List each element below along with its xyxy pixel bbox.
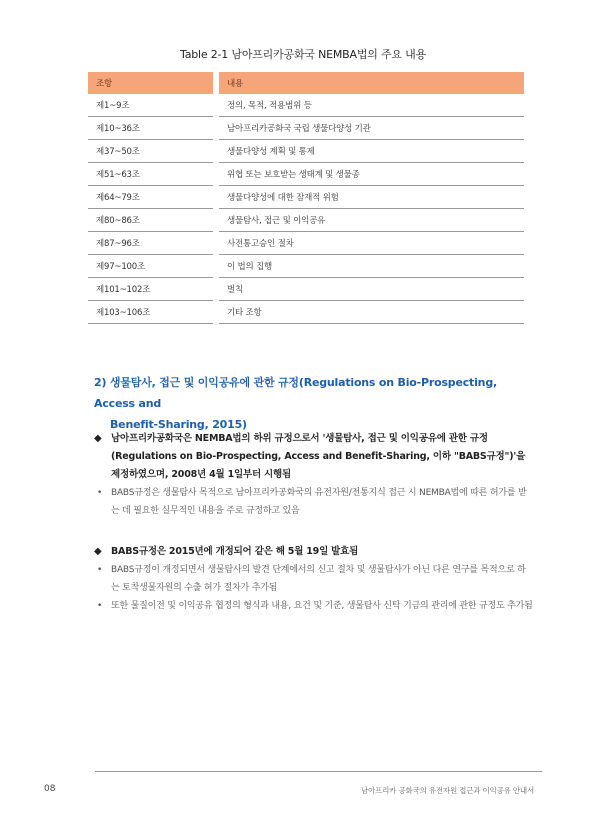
cell-content: 남아프리카공화국 국립 생물다양성 기관	[216, 117, 524, 140]
dot-item-text: BABS규정은 생물탐사 목적으로 남아프리카공화국의 유전자원/전통지식 접근 시 NEMBA법에 따른 허가를 받는 데 필요한 실무적인 내용을 주로 규정하고 있음	[111, 488, 527, 516]
dot-bullet-icon: •	[97, 601, 103, 611]
cell-article: 제64~79조	[88, 186, 216, 209]
diamond-bullet-icon: ◆	[94, 433, 102, 444]
section-title-line2: Benefit-Sharing, 2015)	[110, 418, 247, 431]
dot-item-text: 또한 물질이전 및 이익공유 협정의 형식과 내용, 요건 및 기준, 생물탐사 신탁 기금의 관리에 관한 규정도 추가됨	[111, 601, 533, 611]
cell-article: 제97~100조	[88, 255, 216, 278]
cell-content: 생물탐사, 접근 및 이익공유	[216, 209, 524, 232]
content-block-1	[94, 430, 534, 520]
dot-item-text: BABS규정이 개정되면서 생물탐사의 발견 단계에서의 신고 절차 및 생물탐사가 아닌 다른 연구를 목적으로 하는 토착생물자원의 수출 허가 절차가 추가됨	[111, 565, 526, 593]
dot-item	[94, 484, 534, 520]
table-row	[88, 117, 524, 140]
diamond-item	[94, 430, 534, 484]
table-row	[88, 278, 524, 301]
column-header-article: 조항	[88, 72, 216, 94]
dot-bullet-icon: •	[97, 488, 103, 498]
footer-divider	[95, 771, 542, 772]
table-row	[88, 209, 524, 232]
cell-article: 제101~102조	[88, 278, 216, 301]
table-row	[88, 94, 524, 117]
nemba-provisions-table	[88, 72, 524, 324]
table-header-row	[88, 72, 524, 94]
cell-article: 제103~106조	[88, 301, 216, 324]
content-block-2	[94, 543, 534, 615]
section-heading	[94, 372, 534, 435]
cell-content: 기타 조항	[216, 301, 524, 324]
footer-title: 남아프리카 공화국의 유전자원 접근과 이익공유 안내서	[361, 786, 534, 795]
diamond-item-text: BABS규정은 2015년에 개정되어 같은 해 5월 19일 발효됨	[111, 546, 359, 557]
page-number: 08	[44, 784, 56, 794]
table-row	[88, 186, 524, 209]
table-row	[88, 255, 524, 278]
table-body	[88, 94, 524, 324]
table-row	[88, 232, 524, 255]
cell-article: 제51~63조	[88, 163, 216, 186]
section-title-line1: 생물탐사, 접근 및 이익공유에 관한 규정(Regulations on Bio-Prospecting, Access and	[94, 376, 497, 410]
cell-content: 벌칙	[216, 278, 524, 301]
table-row	[88, 140, 524, 163]
cell-article: 제1~9조	[88, 94, 216, 117]
table-caption: Table 2-1 남아프리카공화국 NEMBA법의 주요 내용	[180, 48, 426, 61]
cell-article: 제87~96조	[88, 232, 216, 255]
cell-content: 사전통고승인 절차	[216, 232, 524, 255]
dot-item	[94, 561, 534, 597]
cell-content: 위협 또는 보호받는 생태계 및 생물종	[216, 163, 524, 186]
table-row	[88, 163, 524, 186]
cell-content: 생물다양성 계획 및 통제	[216, 140, 524, 163]
cell-article: 제10~36조	[88, 117, 216, 140]
cell-content: 정의, 목적, 적용범위 등	[216, 94, 524, 117]
cell-content: 이 법의 집행	[216, 255, 524, 278]
cell-content: 생물다양성에 대한 잠재적 위험	[216, 186, 524, 209]
cell-article: 제80~86조	[88, 209, 216, 232]
dot-bullet-icon: •	[97, 565, 103, 575]
diamond-item-text: 남아프리카공화국은 NEMBA법의 하위 규정으로서 '생물탐사, 접근 및 이익공유에 관한 규정(Regulations on Bio-Prospecting, Access and Benefit-Sharing, 이하 "BABS규정")'을 제정하였으며, 2008년 4월 1일부터 시행됨	[111, 433, 526, 480]
diamond-bullet-icon: ◆	[94, 546, 102, 557]
diamond-item	[94, 543, 534, 561]
column-header-content: 내용	[216, 72, 524, 94]
table-row	[88, 301, 524, 324]
section-number: 2)	[94, 376, 107, 389]
dot-item	[94, 597, 534, 615]
cell-article: 제37~50조	[88, 140, 216, 163]
